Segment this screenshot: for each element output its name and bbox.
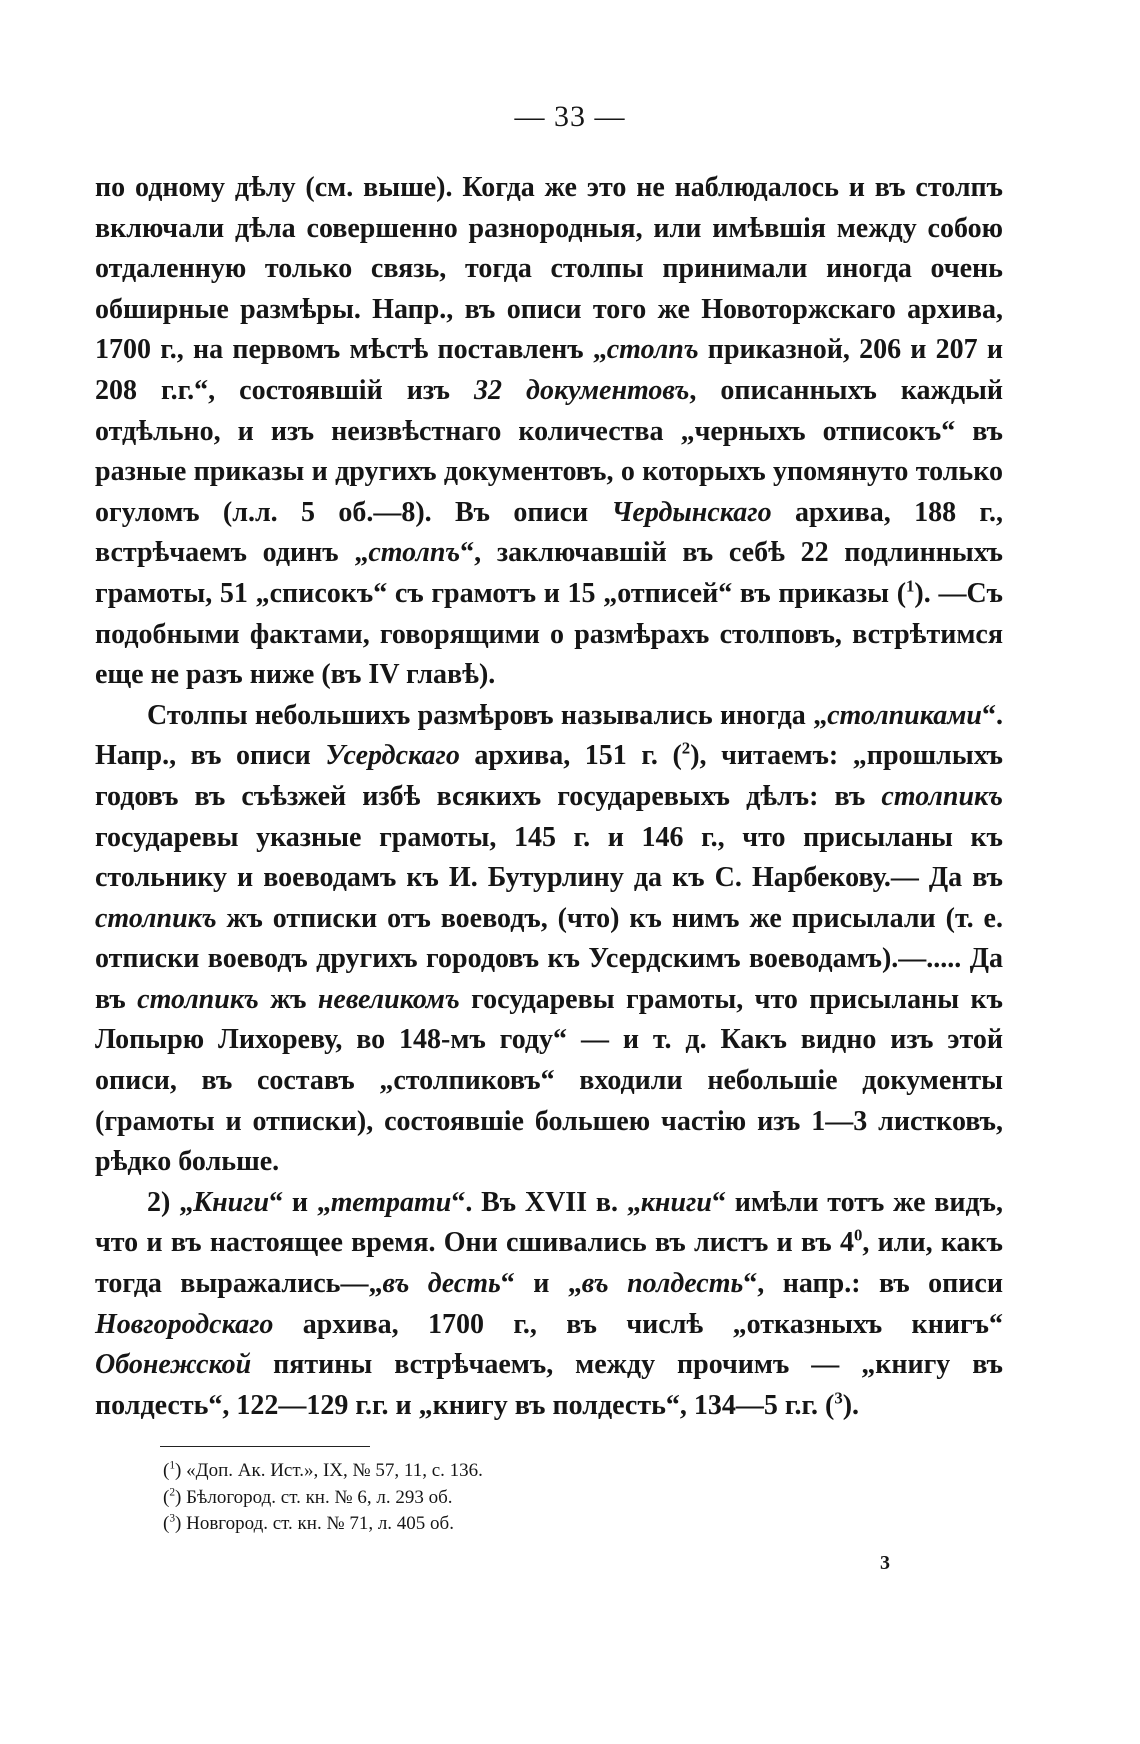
italic-term: въ полдесть [581, 1268, 744, 1300]
footnote-text: Новгород. ст. кн. № 71, л. 405 об. [181, 1513, 454, 1534]
footnote-divider [160, 1446, 370, 1447]
text-run: государевы указные грамоты, 145 г. и 146 г., что присыланы къ стольнику и воеводамъ къ И. Бутурлину да къ С. Нарбекову.— Да въ [95, 821, 1003, 894]
text-run: архива, 188 г., встрѣчаемъ одинъ „ [95, 496, 1003, 569]
signature-mark: 3 [880, 1552, 890, 1574]
italic-term: столпъ [368, 537, 461, 569]
footnote-3: ($^3$) Новгород. ст. кн. № 71, л. 405 об. [163, 1512, 454, 1534]
italic-term: столпъ [606, 334, 699, 366]
italic-term: столпикъ [137, 983, 259, 1015]
footnote-mark: 1 [169, 1459, 176, 1472]
footnote-mark: 2 [169, 1486, 176, 1499]
text-run: 2) „ [147, 1186, 194, 1218]
text-run: пятины встрѣчаемъ, между прочимъ — „книгу въ полдесть“, 122—129 г.г. и „книгу въ полдесть“, 134—5 г.г. ( [95, 1349, 1003, 1421]
italic-term: книги [640, 1186, 712, 1218]
paragraph-2 [95, 696, 1003, 1183]
italic-term: Обонежской [95, 1349, 252, 1381]
footnote-1: ($^1$) «Доп. Ак. Ист.», IX, № 57, 11, с. 136. [163, 1459, 483, 1481]
italic-term: 32 документовъ [474, 374, 690, 406]
italic-term: столпиками [827, 699, 982, 731]
paragraph-1 [95, 168, 1003, 696]
footnote-text: Бѣлогород. ст. кн. № 6, л. 293 об. [181, 1486, 453, 1508]
text-run: “ и „ [500, 1268, 582, 1300]
degree-mark: 0 [853, 1226, 863, 1246]
italic-term: Усердскаго [325, 740, 460, 772]
footnote-mark: 3 [169, 1512, 176, 1525]
text-run: , описанныхъ каждый отдѣльно, и изъ неизвѣстнаго количества „черныхъ отписокъ“ въ разные приказы и другихъ документовъ, о которыхъ упомянуто только огуломъ (л.л. 5 об.—8). Въ описи [95, 374, 1003, 528]
footnote-text: «Доп. Ак. Ист.», IX, № 57, 11, с. 136. [181, 1460, 483, 1481]
italic-term: столпикъ [95, 902, 217, 934]
italic-term: Книги [193, 1186, 270, 1218]
italic-term: невеликомъ [317, 983, 460, 1015]
text-run: по одному дѣлу (см. выше). Когда же это не наблюдалось и въ столпъ включали дѣла совершенно разнородныя, или имѣвшія между собою отдаленную только связь, тогда столпы принимали иногда очень обширные размѣры. Напр., въ описи того же Новоторжскаго архива, 1700 г., на первомъ мѣстѣ поставленъ „ [95, 172, 1003, 366]
text-run: государевы грамоты, что присыланы къ Лопырю Лихореву, во 148-мъ году“ — и т. д. Какъ видно изъ этой описи, въ составъ „столпиковъ“ входили небольшіе документы (грамоты и отписки), состоявшіе большею частію изъ 1—3 листковъ, рѣдко больше. [95, 983, 1003, 1178]
text-run: ), читаемъ: „прошлыхъ годовъ въ съѣзжей избѣ всякихъ государевыхъ дѣлъ: въ [95, 740, 1003, 812]
paragraph-3 [95, 1183, 1003, 1427]
footnote-ref: 2 [681, 738, 691, 758]
text-run: архива, 151 г. ( [459, 740, 682, 772]
italic-term: столпикъ [881, 780, 1003, 812]
footnotes [163, 1458, 963, 1538]
text-run: “ и „ [269, 1186, 331, 1218]
text-run: жъ [258, 983, 318, 1015]
italic-term: тетрати [330, 1186, 452, 1218]
italic-term: въ десть [382, 1268, 501, 1300]
footnote-ref: 3 [834, 1388, 843, 1408]
text-run: , или, какъ тогда выражались—„ [95, 1227, 1003, 1300]
text-run: “ имѣли тотъ же видъ, что и въ настоящее время. Они сшивались въ листъ и въ 4 [95, 1186, 1003, 1259]
italic-term: Чердынскаго [611, 496, 772, 528]
text-run: жъ отписки отъ воеводъ, (что) къ нимъ же присылали (т. е. отписки воеводъ другихъ городовъ къ Усердскимъ воеводамъ).—..... Да въ [95, 902, 1003, 1015]
text-run: Столпы небольшихъ размѣровъ назывались иногда „ [147, 699, 828, 731]
footnote-ref: 1 [906, 576, 915, 596]
main-text [95, 168, 1003, 1426]
text-run: архива, 1700 г., въ числѣ „отказныхъ книгъ“ [273, 1308, 1003, 1340]
text-run: ). [842, 1389, 860, 1421]
text-run: “, заключавшій въ себѣ 22 подлинныхъ грамоты, 51 „списокъ“ съ грамотъ и 15 „отписей“ въ приказы ( [95, 537, 1003, 609]
text-run: “, напр.: въ описи [743, 1268, 1003, 1300]
text-run: “. Въ XVII в. „ [451, 1186, 641, 1218]
text-run: ). —Съ подобными фактами, говорящими о размѣрахъ столповъ, встрѣтимся еще не разъ ниже (въ IV главѣ). [95, 577, 1003, 691]
italic-term: Новгородскаго [95, 1308, 274, 1340]
page-number: — 33 — [514, 100, 626, 133]
text-run: приказной, 206 и 207 и 208 г.г.“, состоявшій изъ [95, 334, 1003, 406]
text-run: “. Напр., въ описи [95, 699, 1003, 772]
footnote-2: ($^2$) Бѣлогород. ст. кн. № 6, л. 293 об. [163, 1486, 453, 1508]
